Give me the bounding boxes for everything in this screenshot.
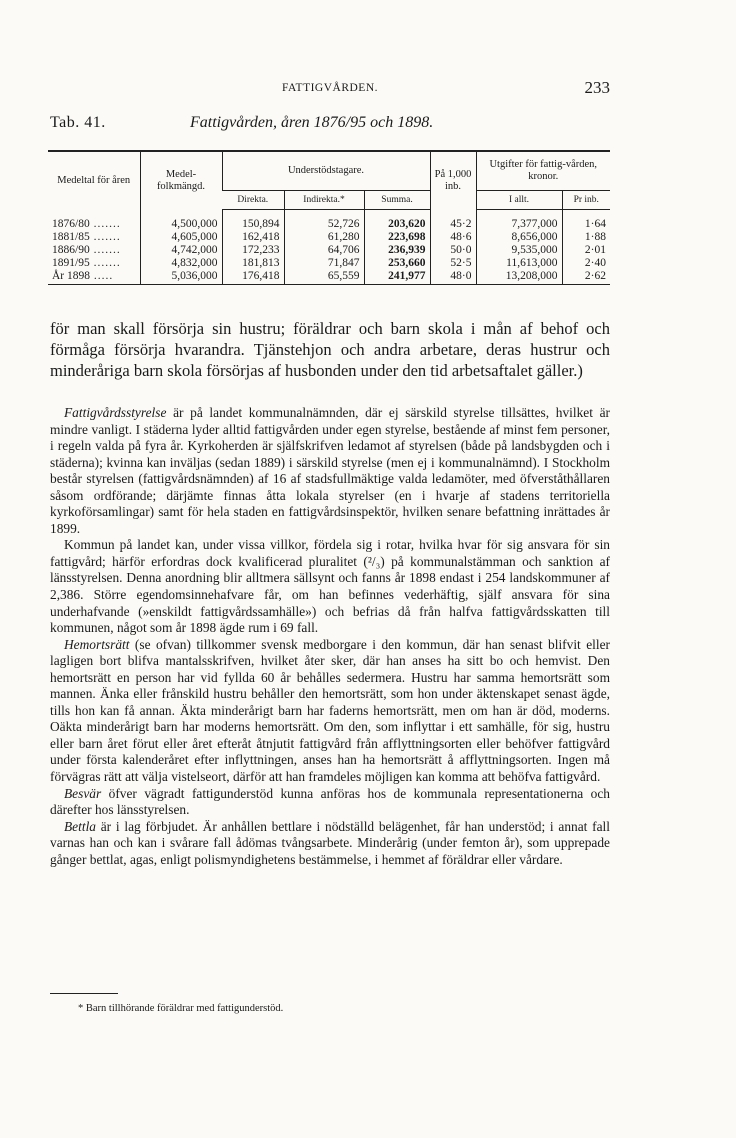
- cell-per-1000: 52·5: [430, 257, 476, 270]
- cell-per-capita: 2·40: [562, 257, 610, 270]
- header-supported-group: Understödstagare.: [222, 151, 430, 191]
- term-bettla: Bettla: [64, 818, 96, 834]
- table-title: Fattigvården, åren 1876/95 och 1898.: [190, 114, 434, 131]
- cell-direct: 150,894: [222, 210, 284, 232]
- paragraph-text: öfver vägradt fattigunderstöd kunna anföras hos de kommunala representationerna och därefter hos länsstyrelsen.: [50, 785, 610, 818]
- header-population: Medel-folkmängd.: [140, 151, 222, 210]
- cell-period: 1886/90: [52, 244, 90, 256]
- running-head: [50, 80, 610, 100]
- cell-sum: 241,977: [364, 270, 430, 285]
- cell-population: 4,742,000: [140, 244, 222, 257]
- header-per-capita: Pr inb.: [562, 191, 610, 210]
- cell-sum: 223,698: [364, 231, 430, 244]
- lead-paragraph: [50, 318, 610, 381]
- table-caption: [50, 114, 610, 138]
- header-sum: Summa.: [364, 191, 430, 210]
- cell-sum: 203,620: [364, 210, 430, 232]
- cell-indirect: 64,706: [284, 244, 364, 257]
- table-row: 1881/85 ....... 4,605,000 162,418 61,280 223,698 48·6 8,656,000 1·88: [48, 231, 610, 244]
- header-expenses-group: Utgifter för fattig-vården, kronor.: [476, 151, 610, 191]
- cell-population: 4,605,000: [140, 231, 222, 244]
- table-label: Tab. 41.: [50, 114, 106, 131]
- lead-text: för man skall försörja sin hustru; föräldrar och barn skola i mån af behof och förmåga försörja hvarandra. Tjänstehjon och andra arbetare, deras hustrur och minderåriga barn skola försörjas af husbonden under den tid arbetsaftalet gäller.): [50, 319, 610, 380]
- cell-period: 1891/95: [52, 257, 90, 269]
- term-fattigvardsstyrelse: Fattigvårdsstyrelse: [64, 405, 167, 420]
- cell-per-1000: 48·0: [430, 270, 476, 285]
- cell-sum: 253,660: [364, 257, 430, 270]
- term-besvar: Besvär: [64, 785, 102, 801]
- paragraph-besvar: [50, 786, 610, 819]
- table-row: 1891/95 ....... 4,832,000 181,813 71,847 253,660 52·5 11,613,000 2·40: [48, 257, 610, 270]
- cell-period: 1881/85: [52, 231, 90, 243]
- table-row: 1876/80 ....... 4,500,000 150,894 52,726 203,620 45·2 7,377,000 1·64: [48, 210, 610, 232]
- term-hemortsratt: Hemortsrätt: [64, 636, 130, 652]
- footnote: * Barn tillhörande föräldrar med fattigunderstöd.: [78, 1003, 284, 1014]
- cell-per-1000: 45·2: [430, 210, 476, 232]
- header-total: I allt.: [476, 191, 562, 210]
- paragraph-text: är i lag förbjudet. Är anhållen bettlare i nödställd belägenhet, får han understöd; i annat fall varnas han och kan i svårare fall ådömas tvångsarbete. Minderårig (under femton år), som upprepade gånger bettlat, agas, enligt polismyndighetens bestämmelse, i hemmet af föräldrar eller vårdare.: [50, 818, 610, 867]
- paragraph-hemortsratt: [50, 637, 610, 786]
- statistics-table: [48, 150, 610, 285]
- header-direct: Direkta.: [222, 191, 284, 210]
- cell-direct: 172,233: [222, 244, 284, 257]
- cell-total: 9,535,000: [476, 244, 562, 257]
- cell-per-1000: 50·0: [430, 244, 476, 257]
- cell-indirect: 65,559: [284, 270, 364, 285]
- body-paragraphs: [50, 405, 610, 868]
- cell-total: 7,377,000: [476, 210, 562, 232]
- header-per-1000: På 1,000 inb.: [430, 151, 476, 210]
- cell-direct: 162,418: [222, 231, 284, 244]
- cell-total: 8,656,000: [476, 231, 562, 244]
- table-row: År 1898 ..... 5,036,000 176,418 65,559 241,977 48·0 13,208,000 2·62: [48, 270, 610, 285]
- cell-indirect: 71,847: [284, 257, 364, 270]
- cell-total: 13,208,000: [476, 270, 562, 285]
- page-number: 233: [584, 78, 610, 97]
- cell-total: 11,613,000: [476, 257, 562, 270]
- footnote-rule: [50, 993, 118, 994]
- table-row: 1886/90 ....... 4,742,000 172,233 64,706 236,939 50·0 9,535,000 2·01: [48, 244, 610, 257]
- cell-population: 4,832,000: [140, 257, 222, 270]
- cell-per-1000: 48·6: [430, 231, 476, 244]
- header-indirect: Indirekta.*: [284, 191, 364, 210]
- running-title: FATTIGVÅRDEN.: [281, 82, 379, 94]
- cell-per-capita: 2·01: [562, 244, 610, 257]
- cell-sum: 236,939: [364, 244, 430, 257]
- paragraph-text: (se ofvan) tillkommer svensk medborgare i den kommun, där han senast blifvit eller lagligen bort blifva mantalsskrifven, hvilket åter sker, där han anses ha sitt bo och hemvist. Den hemortsrätt en person har vid fyllda 60 år behålles sedermera. Hustru har samma hemortsrätt som mannen. Änka eller frånskild hustru behåller den hemortsrätt, som hon under äktenskapet senast ägde, tills hon kan få annan. Äkta minderårigt barn har faderns hemortsrätt, men om han är död, moderns. Oäkta minderårigt barn har moderns hemortsrätt. Om den, som inflyttar i ett samhälle, för sig, hustru eller barn året förut eller året efteråt åtnjutit fattigvård från afflyttningsorten eller behöfver fattigvård under första kalenderåret efter inflyttningen, anses han ha hemortsrätt å afflyttningsorten. Ingen må förvägras rätt att välja vistelseort, därför att han framdeles möjligen kan komma att behöfva fattigvård.: [50, 636, 610, 785]
- header-period: Medeltal för åren: [48, 151, 140, 210]
- paragraph-bettla: [50, 819, 610, 869]
- cell-per-capita: 2·62: [562, 270, 610, 285]
- cell-per-capita: 1·64: [562, 210, 610, 232]
- paragraph-fattigvardsstyrelse: [50, 405, 610, 537]
- cell-population: 4,500,000: [140, 210, 222, 232]
- paragraph-text: Kommun på landet kan, under vissa villkor, fördela sig i rotar, hvilka hvar för sig ansvara för sin fattigvård; härför erfordras dock kvalificerad pluralitet (²/₃) på kommunalstämman och sanktion af länsstyrelsen. Denna anordning blir alltmera sällsynt och fanns år 1898 endast i 254 landskommuner af 2,386. Större egendomsinnehafvare får, om han befinnes vederhäftig, själf ansvara för sina underhafvande (»enskildt fattigvårdssamhälle») och befrias då från halfva fattigvårdsskatten till kommunen, något som år 1898 ägde rum i 69 fall.: [50, 537, 610, 636]
- cell-period: 1876/80: [52, 217, 90, 230]
- cell-per-capita: 1·88: [562, 231, 610, 244]
- cell-indirect: 52,726: [284, 210, 364, 232]
- cell-direct: 176,418: [222, 270, 284, 285]
- cell-direct: 181,813: [222, 257, 284, 270]
- cell-population: 5,036,000: [140, 270, 222, 285]
- cell-period: År 1898: [52, 270, 91, 282]
- cell-indirect: 61,280: [284, 231, 364, 244]
- paragraph-text: är på landet kommunalnämnden, där ej särskild styrelse tillsättes, hvilket är mindre vanligt. I städerna lyder alltid fattigvården under egen styrelse, bestående af minst fem personer, i regeln valda på fyra år. Kyrkoherden är själfskrifven ledamot af styrelsen (både på landsbygden och i städerna); kvinna kan inväljas (sedan 1889) i särskild styrelse (men ej i kommunalnämnd). I Stockholm består styrelsen (fattigvårdsnämnden) af 16 af stadsfullmäktige valda ledamöter, med öfverståthållaren såsom ordförande; därjämte finnas åtta lokala styrelser (en i hvarje af stadens territoriella kyrkoförsamlingar) samt för hela staden en fattigvårdsinspektör, hvilken senare befattning inrättades år 1899.: [50, 405, 610, 536]
- paragraph-rotar: [50, 537, 610, 636]
